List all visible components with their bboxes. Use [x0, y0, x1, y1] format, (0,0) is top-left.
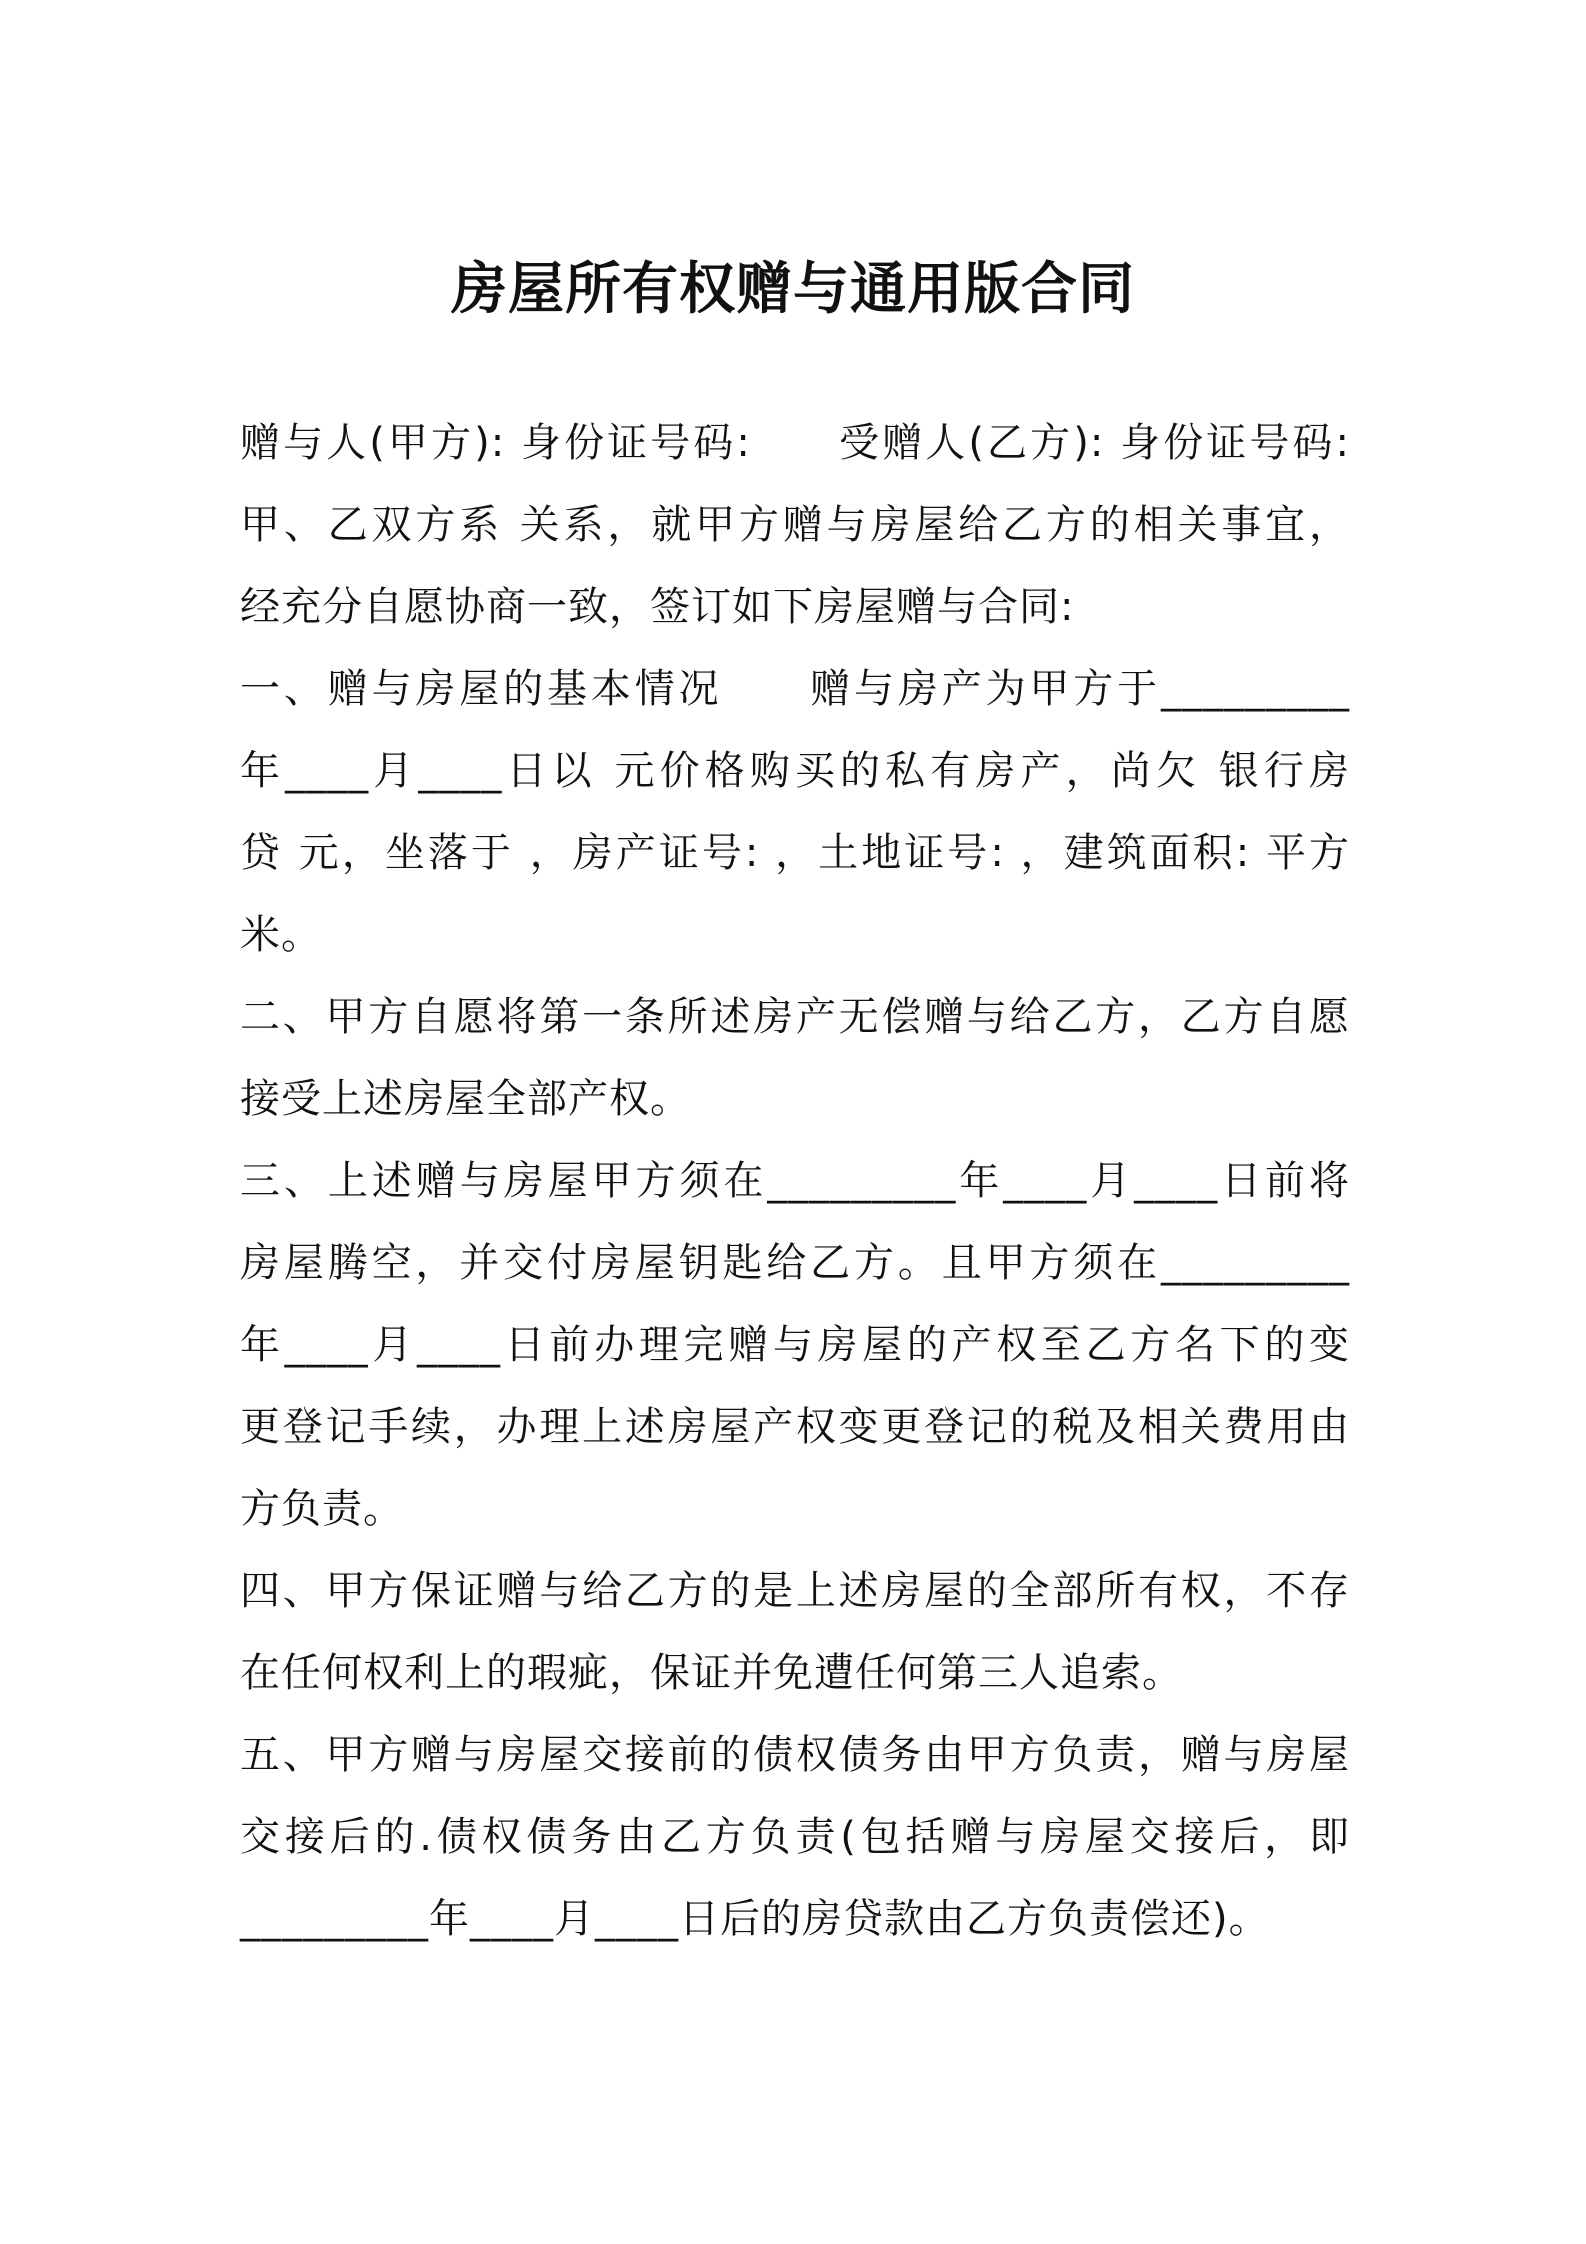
document-title: 房屋所有权赠与通用版合同: [451, 257, 1135, 322]
paragraph-line: 经充分自愿协商一致，签订如下房屋赠与合同:: [240, 584, 1075, 630]
clause-3-line: 更登记手续，办理上述房屋产权变更登记的税及相关费用由: [240, 1404, 1350, 1450]
clause-3-line: 方负责。: [240, 1486, 404, 1532]
clause-2-line: 接受上述房屋全部产权。: [240, 1076, 691, 1122]
paragraph-line: 甲、乙双方系 关系，就甲方赠与房屋给乙方的相关事宜，: [240, 502, 1350, 548]
clause-3-line: 年____月____日前办理完赠与房屋的产权至乙方名下的变: [240, 1322, 1350, 1368]
clause-5-line: _________年____月____日后的房贷款由乙方负责偿还)。: [240, 1896, 1270, 1942]
clause-3-line: 房屋腾空，并交付房屋钥匙给乙方。且甲方须在_________: [240, 1240, 1350, 1286]
clause-5-line: 交接后的.债权债务由乙方负责(包括赠与房屋交接后，即: [240, 1814, 1350, 1860]
clause-3-line: 三、上述赠与房屋甲方须在_________年____月____日前将: [240, 1158, 1350, 1204]
clause-1-line: 一、赠与房屋的基本情况 赠与房产为甲方于_________: [240, 666, 1350, 712]
clause-1-line: 米。: [240, 912, 322, 958]
clause-1-line: 年____月____日以 元价格购买的私有房产，尚欠 银行房: [240, 748, 1350, 794]
clause-4-line: 四、甲方保证赠与给乙方的是上述房屋的全部所有权，不存: [240, 1568, 1350, 1614]
party-info-line: 赠与人(甲方): 身份证号码: 受赠人(乙方): 身份证号码:: [240, 420, 1350, 466]
clause-2-line: 二、甲方自愿将第一条所述房产无偿赠与给乙方，乙方自愿: [240, 994, 1350, 1040]
clause-4-line: 在任何权利上的瑕疵，保证并免遭任何第三人追索。: [240, 1650, 1183, 1696]
clause-5-line: 五、甲方赠与房屋交接前的债权债务由甲方负责，赠与房屋: [240, 1732, 1350, 1778]
clause-1-line: 贷 元，坐落于 ，房产证号: ，土地证号: ，建筑面积: 平方: [240, 830, 1350, 876]
